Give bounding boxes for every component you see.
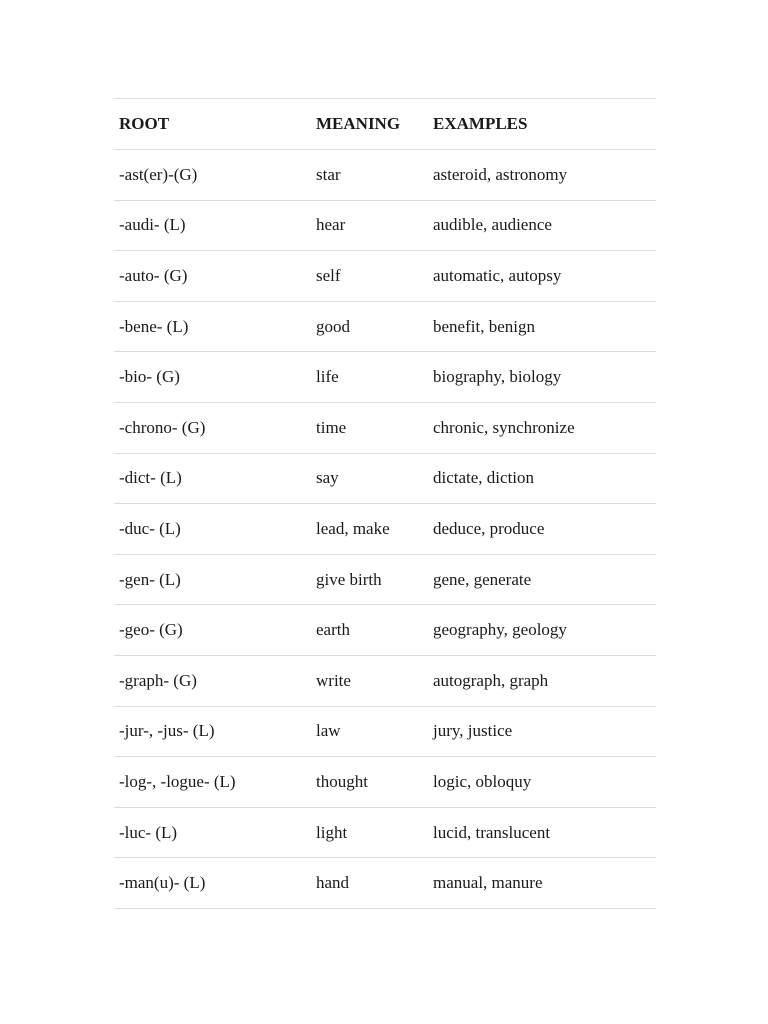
table-row: [114, 453, 656, 504]
cell-meaning: write: [316, 670, 351, 690]
cell-meaning: give birth: [316, 569, 382, 589]
cell-root: -gen- (L): [119, 569, 181, 589]
cell-root: -chrono- (G): [119, 417, 206, 437]
cell-examples: deduce, produce: [433, 518, 545, 538]
cell-meaning: thought: [316, 771, 368, 791]
table-body: [114, 150, 656, 909]
cell-examples: geography, geology: [433, 620, 567, 640]
cell-root: -luc- (L): [119, 822, 178, 842]
table-row: [114, 706, 656, 757]
table-row: [114, 504, 656, 555]
cell-root: -log-, -logue- (L): [119, 771, 236, 791]
header-root: ROOT: [119, 114, 170, 133]
cell-examples: asteroid, astronomy: [433, 164, 568, 184]
cell-examples: chronic, synchronize: [433, 417, 575, 437]
cell-meaning: say: [316, 468, 339, 488]
table-row: [114, 757, 656, 808]
cell-meaning: good: [316, 316, 350, 336]
header-examples: EXAMPLES: [433, 114, 528, 133]
cell-root: -audi- (L): [119, 215, 186, 235]
cell-meaning: hear: [316, 215, 346, 235]
cell-root: -graph- (G): [119, 670, 197, 690]
table-row: [114, 352, 656, 403]
table-row: [114, 301, 656, 352]
header-meaning: MEANING: [316, 114, 401, 133]
cell-examples: audible, audience: [433, 215, 552, 235]
cell-meaning: star: [316, 164, 341, 184]
cell-meaning: light: [316, 822, 348, 842]
root-word-table-container: [114, 98, 656, 909]
table-row: [114, 251, 656, 302]
cell-root: -geo- (G): [119, 620, 183, 640]
cell-meaning: law: [316, 721, 341, 741]
cell-examples: biography, biology: [433, 367, 562, 387]
cell-meaning: lead, make: [316, 518, 390, 538]
table-row: [114, 554, 656, 605]
table-row: [114, 150, 656, 201]
cell-examples: jury, justice: [433, 721, 513, 741]
cell-meaning: earth: [316, 620, 350, 640]
cell-root: -bene- (L): [119, 316, 189, 336]
cell-examples: gene, generate: [433, 569, 532, 589]
table-row: [114, 605, 656, 656]
cell-meaning: self: [316, 265, 341, 285]
cell-examples: benefit, benign: [433, 316, 535, 336]
cell-examples: logic, obloquy: [433, 771, 532, 791]
cell-root: -ast(er)-(G): [119, 164, 198, 184]
cell-root: -dict- (L): [119, 468, 182, 488]
cell-meaning: life: [316, 367, 339, 387]
cell-root: -jur-, -jus- (L): [119, 721, 215, 741]
cell-examples: autograph, graph: [433, 670, 549, 690]
cell-examples: automatic, autopsy: [433, 265, 562, 285]
cell-examples: manual, manure: [433, 873, 543, 893]
table-row: [114, 807, 656, 858]
root-word-table: [114, 98, 656, 909]
table-row: [114, 402, 656, 453]
cell-examples: dictate, diction: [433, 468, 535, 488]
cell-examples: lucid, translucent: [433, 822, 551, 842]
table-row: [114, 858, 656, 909]
cell-meaning: hand: [316, 873, 350, 893]
cell-root: -auto- (G): [119, 265, 188, 285]
cell-root: -duc- (L): [119, 518, 181, 538]
table-row: [114, 655, 656, 706]
table-row: [114, 200, 656, 251]
cell-root: -bio- (G): [119, 367, 180, 387]
cell-root: -man(u)- (L): [119, 873, 206, 893]
cell-meaning: time: [316, 417, 347, 437]
table-header-row: [114, 99, 656, 150]
